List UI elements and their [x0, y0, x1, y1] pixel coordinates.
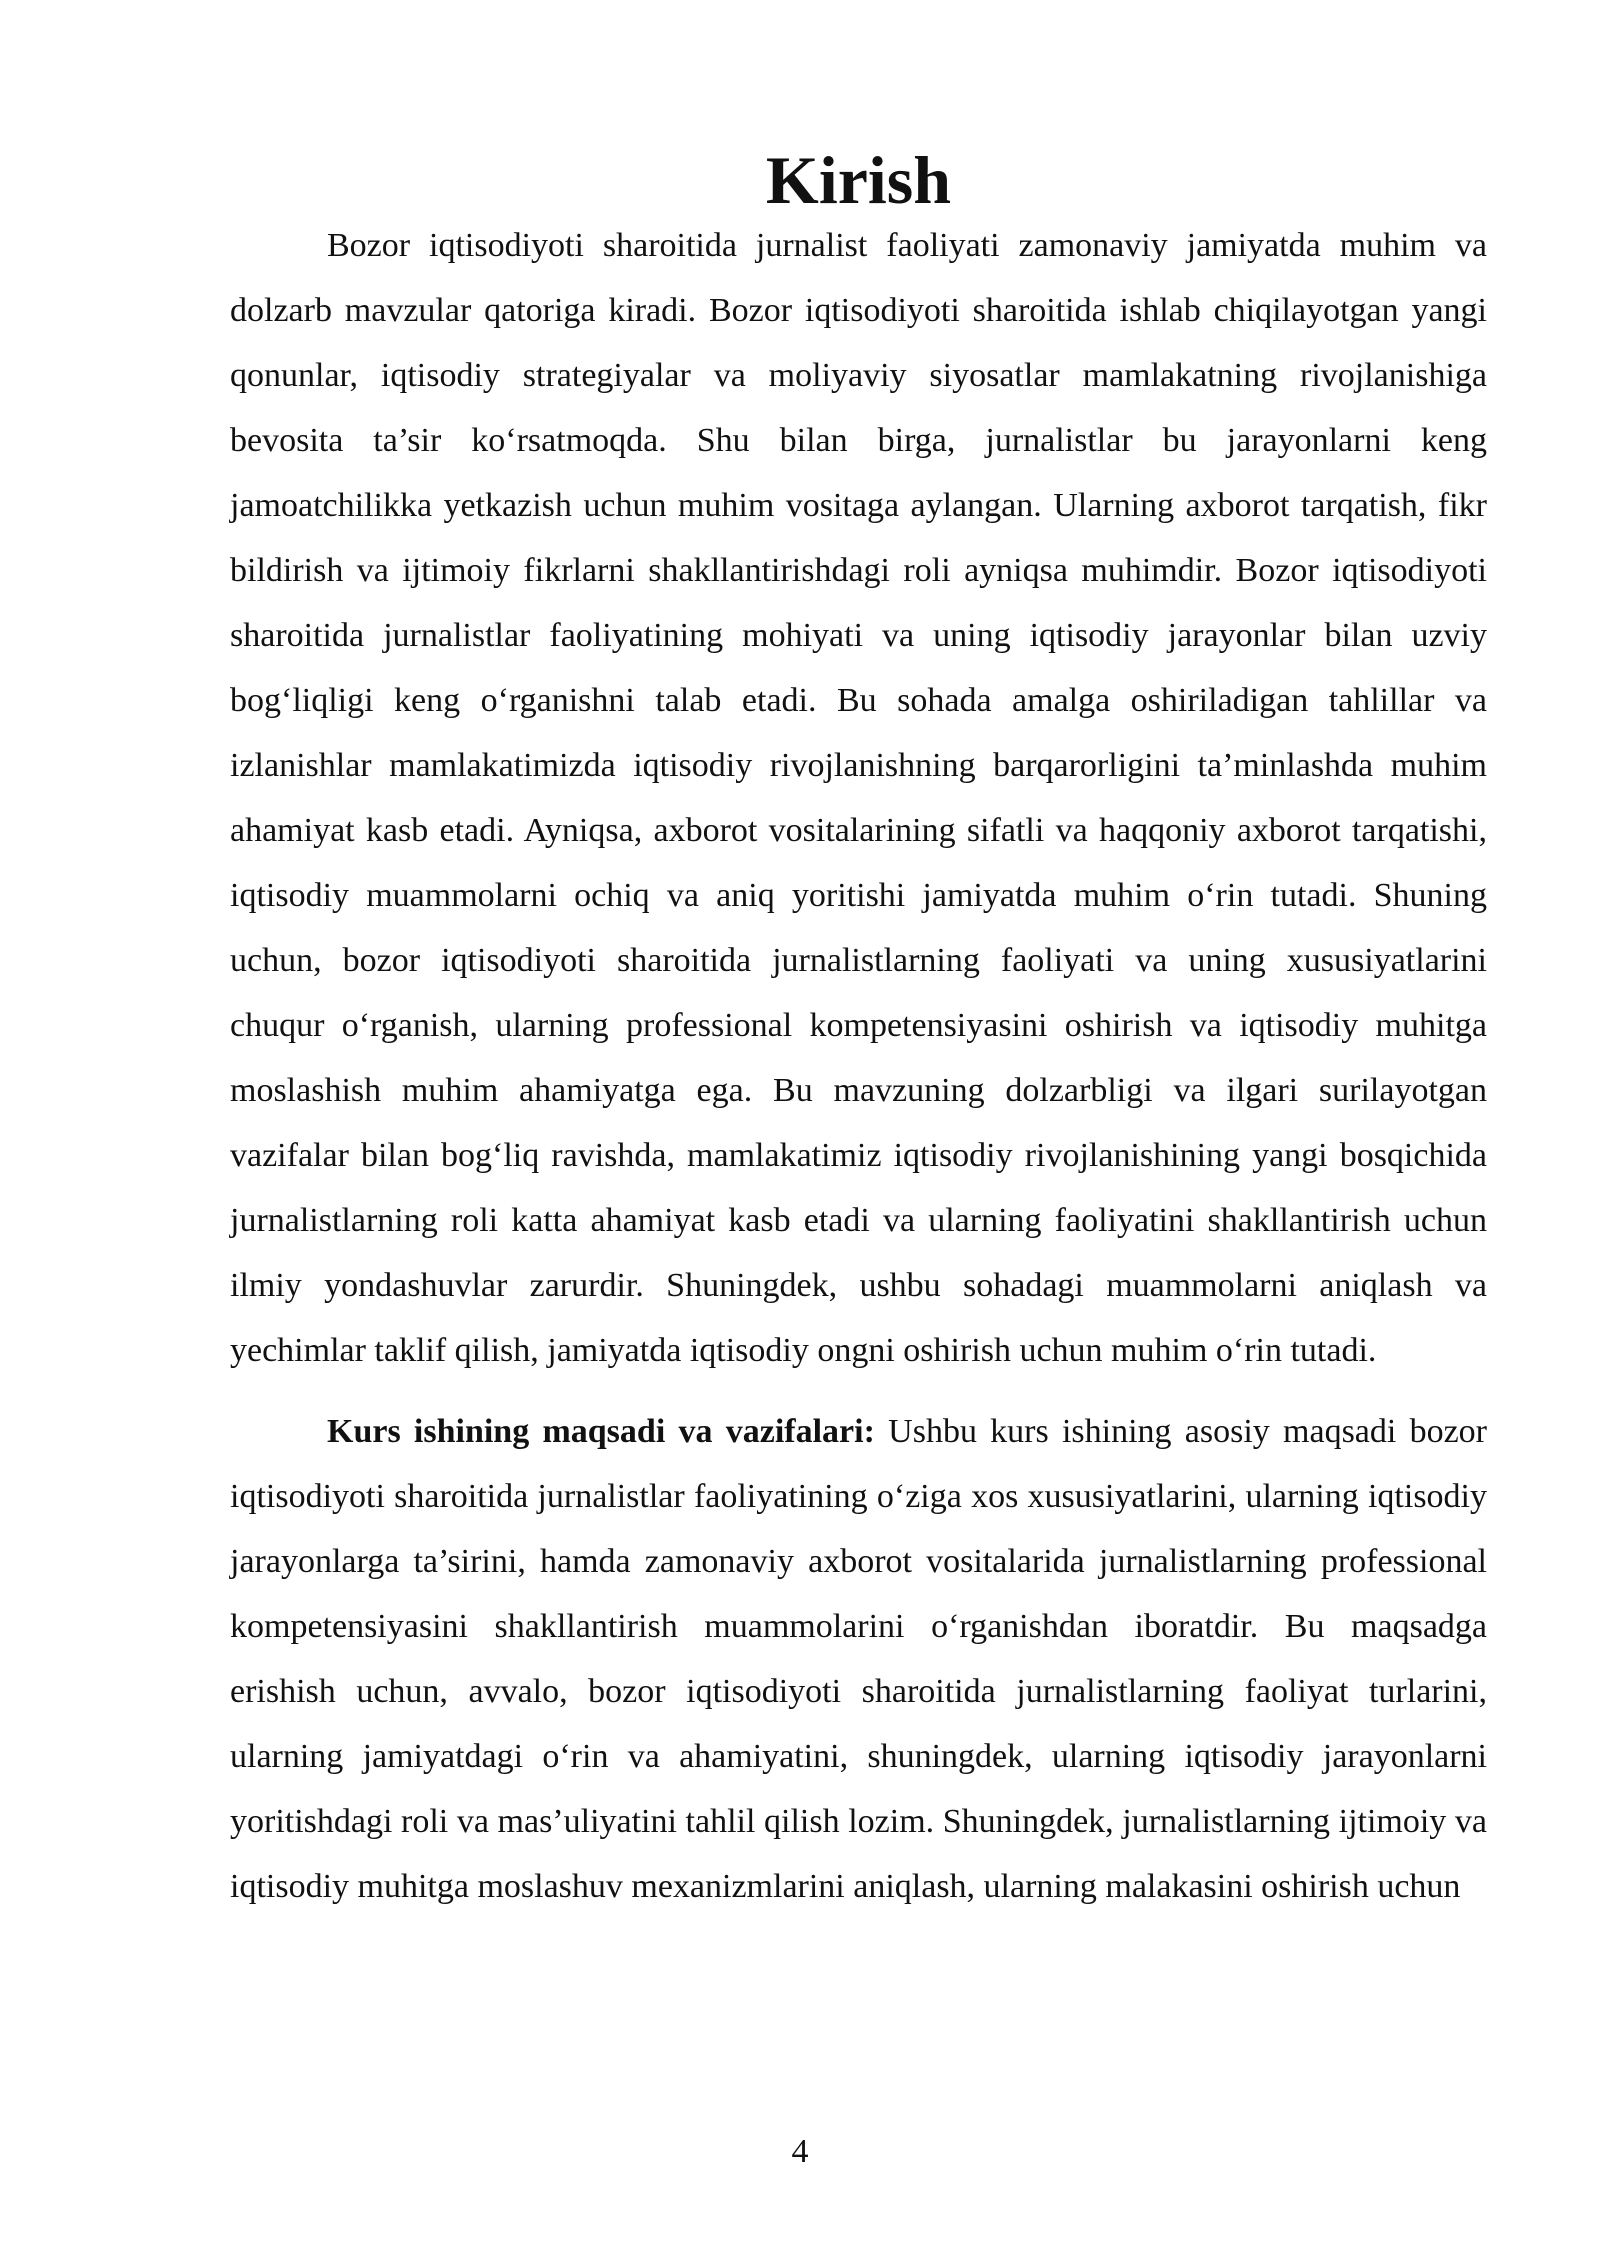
goals-paragraph-lead: Kurs ishining maqsadi va vazifalari:	[327, 1413, 875, 1450]
page-content	[230, 142, 1487, 1919]
page-number: 4	[791, 2133, 809, 2170]
goals-paragraph	[230, 1399, 1487, 1919]
section-heading: Kirish	[765, 142, 952, 218]
goals-paragraph-body: Ushbu kurs ishining asosiy maqsadi bozor iqtisodiyoti sharoitida jurnalistlar faoliyatining o‘ziga xos xususiyatlarini, ularning iqtisodiy jarayonlarga ta’sirini, hamda zamonaviy axborot vositalarida jurnalistlarning professional kompetensiyasini shakllantirish muammolarini o‘rganishdan iboratdir. Bu maqsadga erishish uchun, avvalo, bozor iqtisodiyoti sharoitida jurnalistlarning faoliyat turlarini, ularning jamiyatdagi o‘rin va ahamiyatini, shuningdek, ularning iqtisodiy jarayonlarni yoritishdagi roli va mas’uliyatini tahlil qilish lozim. Shuningdek, jurnalistlarning ijtimoiy va iqtisodiy muhitga moslashuv mexanizmlarini aniqlash, ularning malakasini oshirish uchun	[230, 1413, 1487, 1905]
intro-paragraph: Bozor iqtisodiyoti sharoitida jurnalist faoliyati zamonaviy jamiyatda muhim va dolzarb mavzular qatoriga kiradi. Bozor iqtisodiyoti sharoitida ishlab chiqilayotgan yangi qonunlar, iqtisodiy strategiyalar va moliyaviy siyosatlar mamlakatning rivojlanishiga bevosita ta’sir ko‘rsatmoqda. Shu bilan birga, jurnalistlar bu jarayonlarni keng jamoatchilikka yetkazish uchun muhim vositaga aylangan. Ularning axborot tarqatish, fikr bildirish va ijtimoiy fikrlarni shakllantirishdagi roli ayniqsa muhimdir. Bozor iqtisodiyoti sharoitida jurnalistlar faoliyatining mohiyati va uning iqtisodiy jarayonlar bilan uzviy bog‘liqligi keng o‘rganishni talab etadi. Bu sohada amalga oshiriladigan tahlillar va izlanishlar mamlakatimizda iqtisodiy rivojlanishning barqarorligini ta’minlashda muhim ahamiyat kasb etadi. Ayniqsa, axborot vositalarining sifatli va haqqoniy axborot tarqatishi, iqtisodiy muammolarni ochiq va aniq yoritishi jamiyatda muhim o‘rin tutadi. Shuning uchun, bozor iqtisodiyoti sharoitida jurnalistlarning faoliyati va uning xususiyatlarini chuqur o‘rganish, ularning professional kompetensiyasini oshirish va iqtisodiy muhitga moslashish muhim ahamiyatga ega. Bu mavzuning dolzarbligi va ilgari surilayotgan vazifalar bilan bog‘liq ravishda, mamlakatimiz iqtisodiy rivojlanishining yangi bosqichida jurnalistlarning roli katta ahamiyat kasb etadi va ularning faoliyatini shakllantirish uchun ilmiy yondashuvlar zarurdir. Shuningdek, ushbu sohadagi muammolarni aniqlash va yechimlar taklif qilish, jamiyatda iqtisodiy ongni oshirish uchun muhim o‘rin tutadi.	[230, 227, 1487, 1369]
